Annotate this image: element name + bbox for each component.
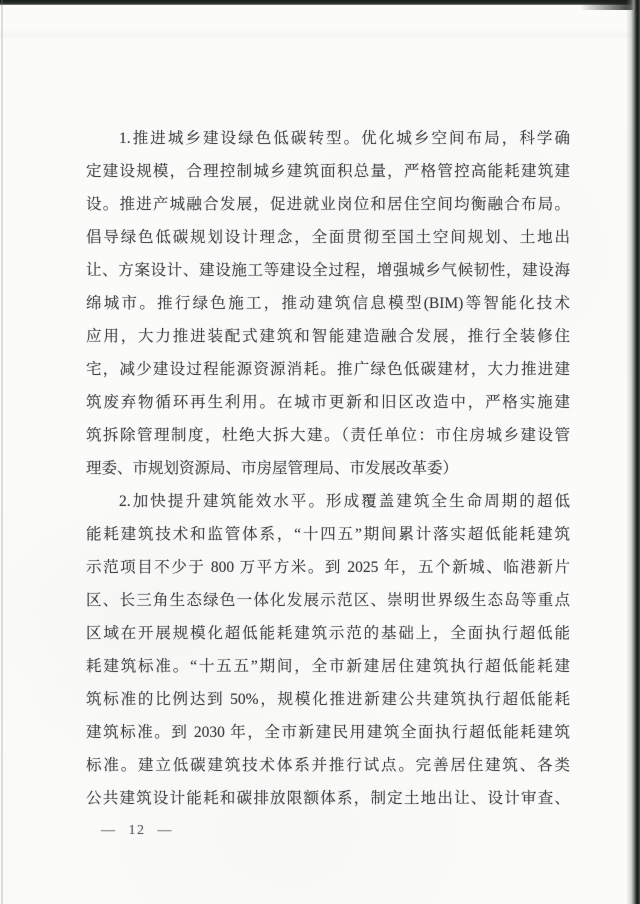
text-line: 2.加快提升建筑能效水平。形成覆盖建筑全生命周期的超低 [119, 493, 570, 510]
text-line: 理委、市规划资源局、市房屋管理局、市发展改革委） [86, 460, 459, 477]
scan-edge-left [1, 0, 3, 904]
text-line: 能耗建筑技术和监管体系，“十四五”期间累计落实超低能耗建筑 [86, 526, 570, 543]
text-line: 让、方案设计、建设施工等建设全过程，增强城乡气候韧性，建设海 [86, 262, 570, 279]
text-line: 应用，大力推进装配式建筑和智能建造融合发展，推行全装修住 [86, 328, 570, 345]
text-line: 筑标准的比例达到 50%，规模化推进新建公共建筑执行超低能耗 [86, 691, 570, 708]
text-line: 1.推进城乡建设绿色低碳转型。优化城乡空间布局，科学确 [119, 130, 570, 147]
scan-smudge [0, 30, 640, 40]
text-line: 标准。建立低碳建筑技术体系并推行试点。完善居住建筑、各类 [86, 757, 570, 774]
text-line: 建筑标准。到 2030 年，全市新建民用建筑全面执行超低能耗建筑 [86, 724, 570, 741]
text-line: 倡导绿色低碳规划设计理念，全面贯彻至国土空间规划、土地出 [86, 229, 570, 246]
scan-edge-right [626, 0, 640, 904]
text-line: 筑拆除管理制度，杜绝大拆大建。（责任单位：市住房城乡建设管 [86, 427, 570, 444]
text-line: 绵城市。推行绿色施工，推动建筑信息模型(BIM)等智能化技术 [86, 295, 570, 312]
text-line: 区域在开展规模化超低能耗建筑示范的基础上，全面执行超低能 [86, 625, 570, 642]
text-line: 耗建筑标准。“十五五”期间，全市新建居住建筑执行超低能耗建 [86, 658, 570, 675]
page-number: — 12 — [101, 823, 173, 838]
text-line: 定建设规模，合理控制城乡建筑面积总量，严格管控高能耗建筑建 [86, 163, 570, 180]
text-line: 区、长三角生态绿色一体化发展示范区、崇明世界级生态岛等重点 [86, 592, 570, 609]
text-line: 示范项目不少于 800 万平方米。到 2025 年，五个新城、临港新片 [86, 559, 570, 576]
text-line: 宅，减少建设过程能源资源消耗。推广绿色低碳建材，大力推进建 [86, 361, 570, 378]
text-line: 筑废弃物循环再生利用。在城市更新和旧区改造中，严格实施建 [86, 394, 570, 411]
scan-edge-top [0, 0, 640, 5]
document-body [86, 122, 570, 815]
text-line: 设。推进产城融合发展，促进就业岗位和居住空间均衡融合布局。 [86, 196, 570, 213]
text-line: 公共建筑设计能耗和碳排放限额体系，制定土地出让、设计审查、 [86, 790, 570, 807]
